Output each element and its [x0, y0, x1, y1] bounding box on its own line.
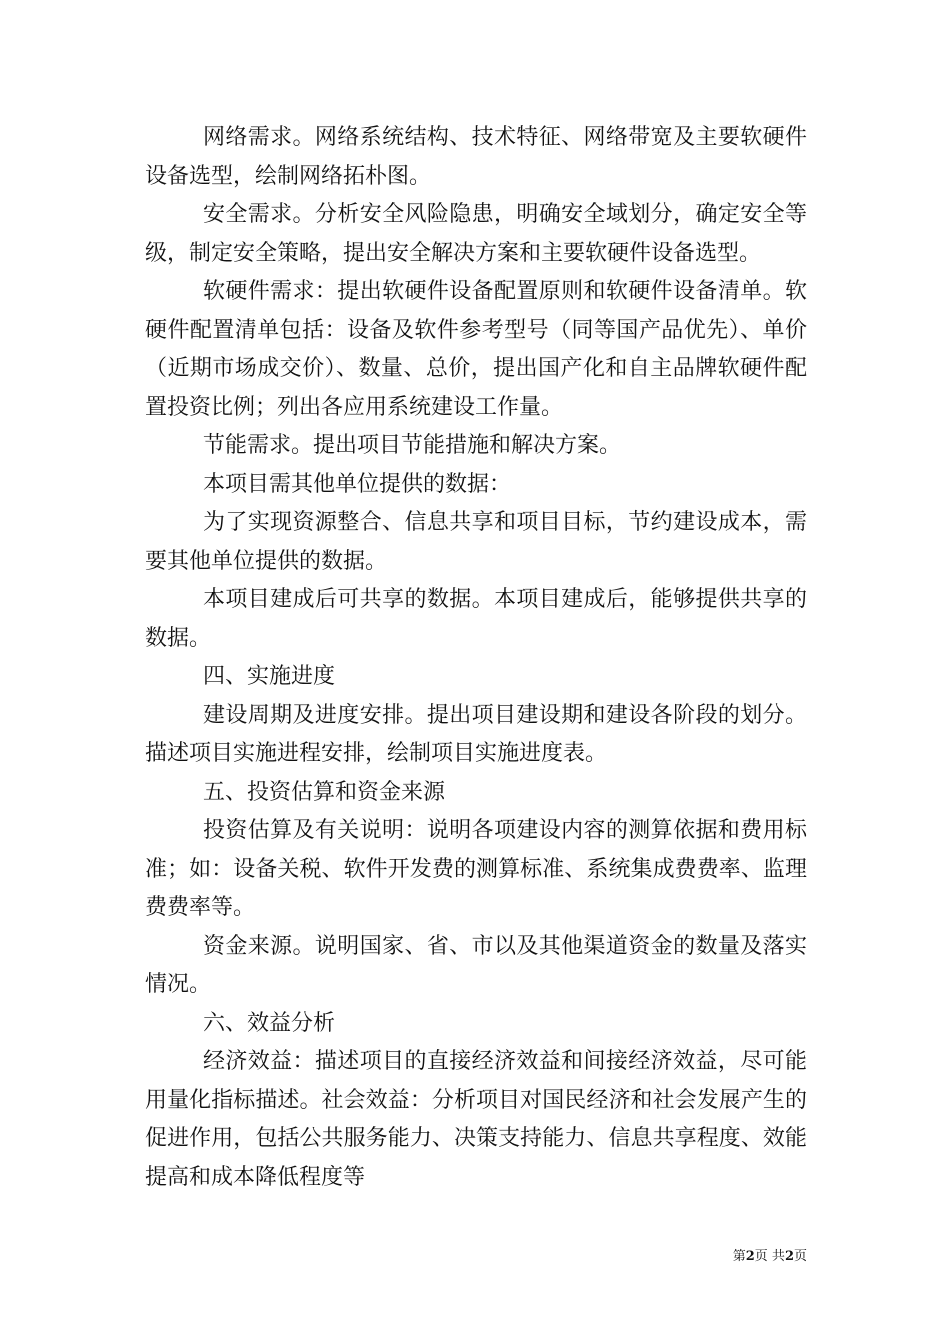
paragraph-data-from-other-units: 本项目需其他单位提供的数据：	[203, 471, 512, 497]
footer-current-page: 2	[745, 1249, 755, 1264]
paragraph-security-requirements: 安全需求。分析安全风险隐患，明确安全域划分，确定安全等级，制定安全策略，提出安全解决方案和主要软硬件设备选型。	[145, 202, 807, 266]
document-body	[145, 119, 807, 1197]
footer-total-pages: 2	[784, 1249, 794, 1264]
paragraph-data-needed: 为了实现资源整合、信息共享和项目目标，节约建设成本，需要其他单位提供的数据。	[145, 510, 807, 574]
section-heading-benefits: 六、效益分析	[203, 1010, 336, 1036]
paragraph-energy-requirements: 节能需求。提出项目节能措施和解决方案。	[203, 433, 622, 458]
section-heading-schedule: 四、实施进度	[203, 664, 336, 689]
paragraph-schedule: 建设周期及进度安排。提出项目建设期和建设各阶段的划分。描述项目实施进程安排，绘制项目实施进度表。	[145, 702, 807, 766]
footer-middle: 页 共	[754, 1249, 785, 1264]
section-heading-investment: 五、投资估算和资金来源	[203, 779, 446, 805]
page-footer	[700, 1248, 807, 1266]
paragraph-hardware-software-requirements: 软硬件需求：提出软硬件设备配置原则和软硬件设备清单。软硬件配置清单包括：设备及软件参考型号（同等国产品优先）、单价（近期市场成交价）、数量、总价，提出国产化和自主品牌软硬件配置投资比例；列出各应用系统建设工作量。	[145, 279, 807, 420]
paragraph-investment-estimate: 投资估算及有关说明：说明各项建设内容的测算依据和费用标准；如：设备关税、软件开发费的测算标准、系统集成费费率、监理费费率等。	[145, 818, 807, 920]
paragraph-shared-data: 本项目建成后可共享的数据。本项目建成后，能够提供共享的数据。	[145, 587, 807, 651]
footer-suffix: 页	[793, 1249, 807, 1264]
footer-prefix: 第	[732, 1249, 746, 1264]
paragraph-benefits: 经济效益：描述项目的直接经济效益和间接经济效益，尽可能用量化指标描述。社会效益：分析项目对国民经济和社会发展产生的促进作用，包括公共服务能力、决策支持能力、信息共享程度、效能提高和成本降低程度等	[145, 1049, 807, 1190]
paragraph-network-requirements: 网络需求。网络系统结构、技术特征、网络带宽及主要软硬件设备选型，绘制网络拓朴图。	[145, 125, 807, 189]
paragraph-funding-sources: 资金来源。说明国家、省、市以及其他渠道资金的数量及落实情况。	[145, 933, 807, 997]
